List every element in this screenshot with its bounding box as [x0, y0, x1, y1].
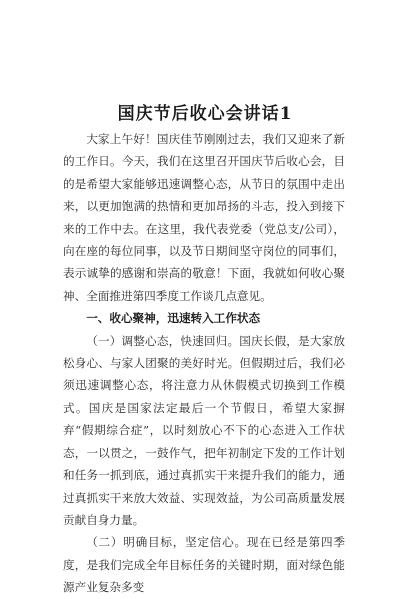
- document-title: 国庆节后收心会讲话1: [117, 104, 293, 124]
- section-1-paragraph-2: （二）明确目标，坚定信心。现在已经是第四季度，是我们完成全年目标任务的关键时期，面对绿色能源产业复杂多变: [63, 535, 345, 595]
- section-1-paragraph-1: （一）调整心态，快速回归。国庆长假，是大家放松身心、与家人团聚的美好时光。但假期过后，我们必须迅速调整心态，将注意力从休假模式切换到工作模式。国庆是国家法定最后一个节假日，希望大家摒弃“假期综合症”，以时刻放心不下的心态进入工作状态，一以贯之，一鼓作气，把年初制定下发的工作计划和任务一抓到底，通过真抓实干来提升我们的能力，通过真抓实干来放大效益、实现效益，为公司高质量发展贡献自身力量。: [63, 333, 345, 527]
- section-heading-1: 一、收心聚神，迅速转入工作状态: [86, 311, 261, 326]
- document-body: [63, 128, 345, 599]
- intro-paragraph: 大家上午好！国庆佳节刚刚过去，我们又迎来了新的工作日。今天，我们在这里召开国庆节后收心会，目的是希望大家能够迅速调整心态，从节日的氛围中走出来，以更加饱满的热情和更加昂扬的斗志，投入到接下来的工作中去。在这里，我代表党委（党总支/公司），向在座的每位同事，以及节日期间坚守岗位的同事们，表示诚挚的感谢和崇高的敬意！下面，我就如何收心聚神、全面推进第四季度工作谈几点意见。: [63, 132, 345, 303]
